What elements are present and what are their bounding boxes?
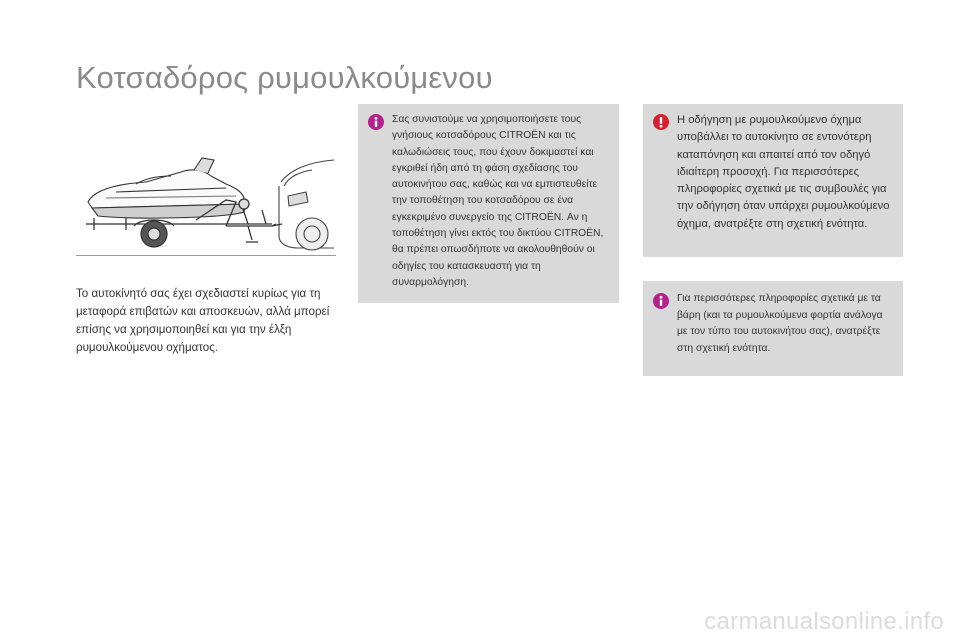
jetski-trailer-illustration — [76, 140, 336, 258]
info-icon — [368, 114, 384, 130]
note-weights — [643, 281, 903, 376]
watermark: carmanualsonline.info — [704, 608, 944, 635]
note-text: Για περισσότερες πληροφορίες σχετικά με τα βάρη (και τα ρυμουλκούμενα φορτία ανάλογα με τον τύπο του αυτοκινήτου σας), ανατρέξτε στη σχετική ενότητα. — [677, 293, 883, 354]
illustration-baseline — [76, 255, 336, 256]
warning-driving-with-trailer — [643, 104, 903, 257]
info-icon — [653, 293, 669, 309]
page-title: Κοτσαδόρος ρυμουλκούμενου — [76, 60, 493, 95]
warning-icon — [653, 114, 669, 130]
warning-text: Η οδήγηση με ρυμουλκούμενο όχημα υποβάλλει το αυτοκίνητο σε εντονότερη καταπόνηση και απαιτεί από τον οδηγό ιδιαίτερη προσοχή. Για περισσότερες πληροφορίες σχετικά με τις συμβουλές για την οδήγηση όταν υπάρχει ρυμουλκούμενο όχημα, ανατρέξτε στη σχετική ενότητα. — [677, 114, 890, 230]
intro-paragraph: Το αυτοκίνητό σας έχει σχεδιαστεί κυρίως για τη μεταφορά επιβατών και αποσκευών, αλλά μπορεί επίσης να χρησιμοποιηθεί και για την έλξη ρυμουλκούμενου οχήματος. — [76, 287, 330, 354]
note-text: Σας συνιστούμε να χρησιμοποιήσετε τους γνήσιους κοτσαδόρους CITROËN και τις καλωδιώσεις τους, που έχουν δοκιμαστεί και εγκριθεί ήδη από τη φάση σχεδίασης του αυτοκινήτου σας, καθώς και να εμπιστευθείτε την τοποθέτηση του κοτσαδόρου σε ένα εγκεκριμένο συνεργείο της CITROËN. Αν η τοποθέτηση γίνει εκτός του δικτύου CITROËN, θα πρέπει οπωσδήποτε να ακολουθηθούν οι οδηγίες του κατασκευαστή για τη συναρμολόγηση. — [392, 114, 604, 288]
note-genuine-towbar — [358, 104, 619, 303]
